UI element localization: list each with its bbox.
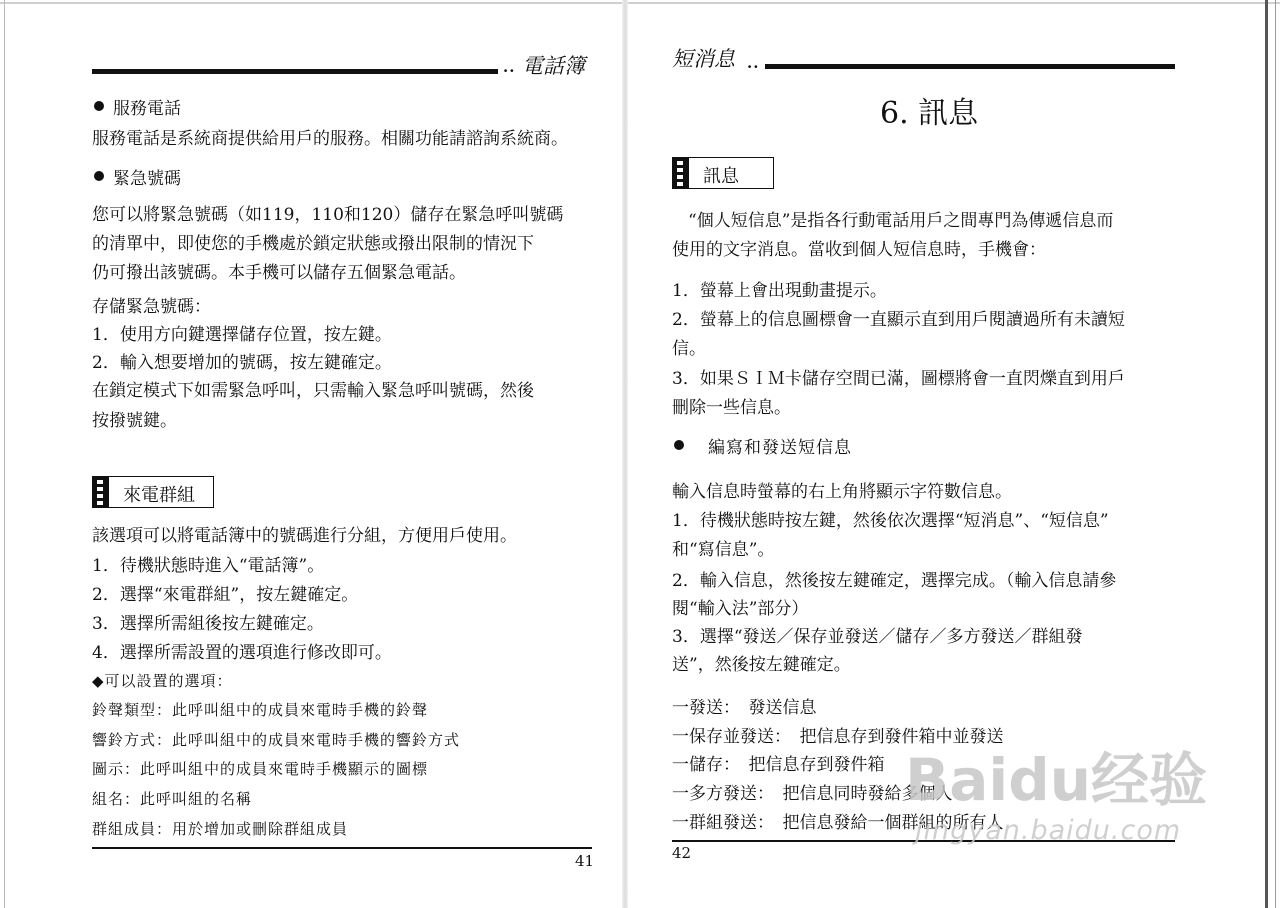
compose-line: 和“寫信息”。 [672,540,775,560]
chapter-title: 6. 訊息 [880,96,979,131]
page-number: 41 [575,852,595,870]
section-header-message [672,157,774,189]
compose-line: 1．待機狀態時按左鍵，然後依次選擇“短消息”、“短信息” [672,511,1109,531]
header-rule [765,64,1175,69]
caller-group-intro: 該選項可以將電話簿中的號碼進行分組，方便用戶使用。 [92,526,517,546]
caller-group-step: 1．待機狀態時進入“電話簿”。 [92,556,325,576]
compose-line: 閱“輸入法”部分） [672,599,809,619]
emergency-step: 1．使用方向鍵選擇儲存位置，按左鍵。 [92,325,392,345]
notify-line: 刪除一些信息。 [672,398,791,418]
caller-group-step: 2．選擇“來電群組”，按左鍵確定。 [92,585,359,605]
bullet-icon [674,440,684,450]
emergency-paragraph-line: 的清單中，即使您的手機處於鎖定狀態或撥出限制的情況下 [92,234,534,254]
section-header-caller-group [92,476,214,508]
option-line: 組名：此呼叫組的名稱 [92,790,253,808]
notify-line: 信。 [672,339,706,359]
notify-line: 1．螢幕上會出現動畫提示。 [672,281,887,301]
compose-line: 輸入信息時螢幕的右上角將顯示字符數信息。 [672,482,1012,502]
section-title: 來電群組 [123,485,195,506]
send-option: 一發送： 發送信息 [672,698,817,718]
notify-line: 3．如果ＳＩＭ卡儲存空間已滿，圖標將會一直閃爍直到用戶 [672,369,1125,389]
emergency-paragraph-line: 仍可撥出該號碼。本手機可以儲存五個緊急電話。 [92,263,466,283]
option-line: 鈴聲類型：此呼叫組中的成員來電時手機的鈴聲 [92,701,429,719]
left-page [0,0,620,908]
film-strip-icon [93,477,109,507]
option-line: 圖示：此呼叫組中的成員來電時手機顯示的圖標 [92,760,429,778]
service-title: 服務電話 [113,99,181,119]
watermark-url: jingyan.baidu.com [915,815,1182,846]
send-option: 一保存並發送： 把信息存到發件箱中並發送 [672,727,1004,747]
send-option: 一多方發送： 把信息同時發給多個人 [672,784,953,804]
option-line: 響鈴方式：此呼叫組中的成員來電時手機的響鈴方式 [92,731,461,749]
options-title: ◆可以設置的選項： [92,672,233,690]
store-label: 存儲緊急號碼： [92,297,211,317]
notify-line: 2．螢幕上的信息圖標會一直顯示直到用戶閱讀過所有未讀短 [672,310,1125,330]
emergency-paragraph-line: 您可以將緊急號碼（如119，110和120）儲存在緊急呼叫號碼 [92,205,564,225]
section-title: 訊息 [703,166,739,187]
send-option: 一群組發送： 把信息發給一個群組的所有人 [672,813,1004,833]
header-title: 電話簿 [522,54,585,78]
lock-text-line: 按撥號鍵。 [92,411,177,431]
intro-line: “個人短信息”是指各行動電話用戶之間專門為傳遞信息而 [688,211,1114,231]
bullet-icon [94,101,104,111]
lock-text-line: 在鎖定模式下如需緊急呼叫，只需輸入緊急呼叫號碼，然後 [92,381,534,401]
compose-line: 送”，然後按左鍵確定。 [672,655,851,675]
watermark-logo: Baidu经验 [905,746,1208,814]
caller-group-step: 4．選擇所需設置的選項進行修改即可。 [92,643,392,663]
intro-line: 使用的文字消息。當收到個人短信息時，手機會： [672,240,1046,260]
emergency-title: 緊急號碼 [113,169,181,189]
header-title: 短消息 [672,47,735,71]
header-dots: .. [747,54,760,72]
send-option: 一儲存： 把信息存到發件箱 [672,755,885,775]
compose-line: 3．選擇“發送／保存並發送／儲存／多方發送／群組發 [672,627,1083,647]
option-line: 群組成員：用於增加或刪除群組成員 [92,820,349,838]
footer-rule [92,847,592,849]
emergency-step: 2．輸入想要增加的號碼，按左鍵確定。 [92,353,392,373]
bullet-icon [94,171,104,181]
compose-title: 編寫和發送短信息 [708,438,852,458]
header-rule [92,69,498,74]
header-dots: .. [503,58,516,76]
service-text: 服務電話是系統商提供給用戶的服務。相關功能請諮詢系統商。 [92,129,568,149]
page-number: 42 [672,844,692,862]
caller-group-step: 3．選擇所需組後按左鍵確定。 [92,614,324,634]
compose-line: 2．輸入信息，然後按左鍵確定，選擇完成。（輸入信息請參 [672,571,1117,591]
film-strip-icon [673,158,689,188]
